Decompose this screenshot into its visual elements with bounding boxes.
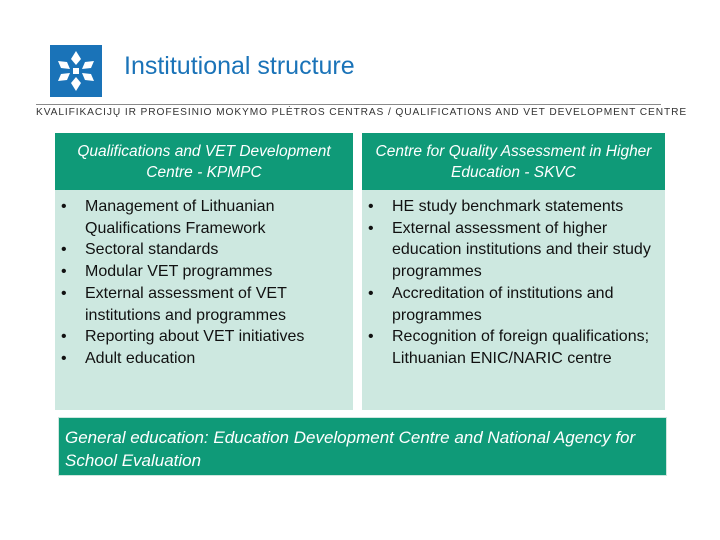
kpmpc-column-heading	[55, 133, 353, 190]
list-item: • Modular VET programmes	[55, 261, 347, 283]
list-item: • Management of Lithuanian Qualifications Framework	[55, 196, 347, 239]
organization-subtitle: KVALIFIKACIJŲ IR PROFESINIO MOKYMO PLĖTROS CENTRAS / QUALIFICATIONS AND VET DEVELOPMENT CENTRE	[36, 107, 688, 118]
list-item: • External assessment of VET institutions and programmes	[55, 283, 347, 326]
kpmpc-column-body	[55, 190, 353, 410]
header-divider	[36, 104, 661, 105]
list-item: • Adult education	[55, 348, 347, 370]
skvc-heading-text: Centre for Quality Assessment in Higher Education - SKVC	[375, 142, 652, 181]
skvc-column-heading	[362, 133, 665, 190]
list-item: • Recognition of foreign qualifications; Lithuanian ENIC/NARIC centre	[362, 326, 659, 369]
kpmpc-responsibilities-list	[55, 196, 347, 370]
kpmpc-heading-text: Qualifications and VET Development Centre - KPMPC	[77, 142, 331, 181]
snowflake-logo-icon	[50, 45, 102, 97]
list-item: • Accreditation of institutions and programmes	[362, 283, 659, 326]
skvc-responsibilities-list	[362, 196, 659, 370]
list-item: • Reporting about VET initiatives	[55, 326, 347, 348]
skvc-column-body	[362, 190, 665, 410]
list-item: • HE study benchmark statements	[362, 196, 659, 218]
page-title: Institutional structure	[124, 52, 355, 80]
general-education-note: General education: Education Development Centre and National Agency for School Evaluation	[58, 417, 667, 476]
list-item: • Sectoral standards	[55, 239, 347, 261]
list-item: • External assessment of higher education institutions and their study programmes	[362, 218, 659, 283]
